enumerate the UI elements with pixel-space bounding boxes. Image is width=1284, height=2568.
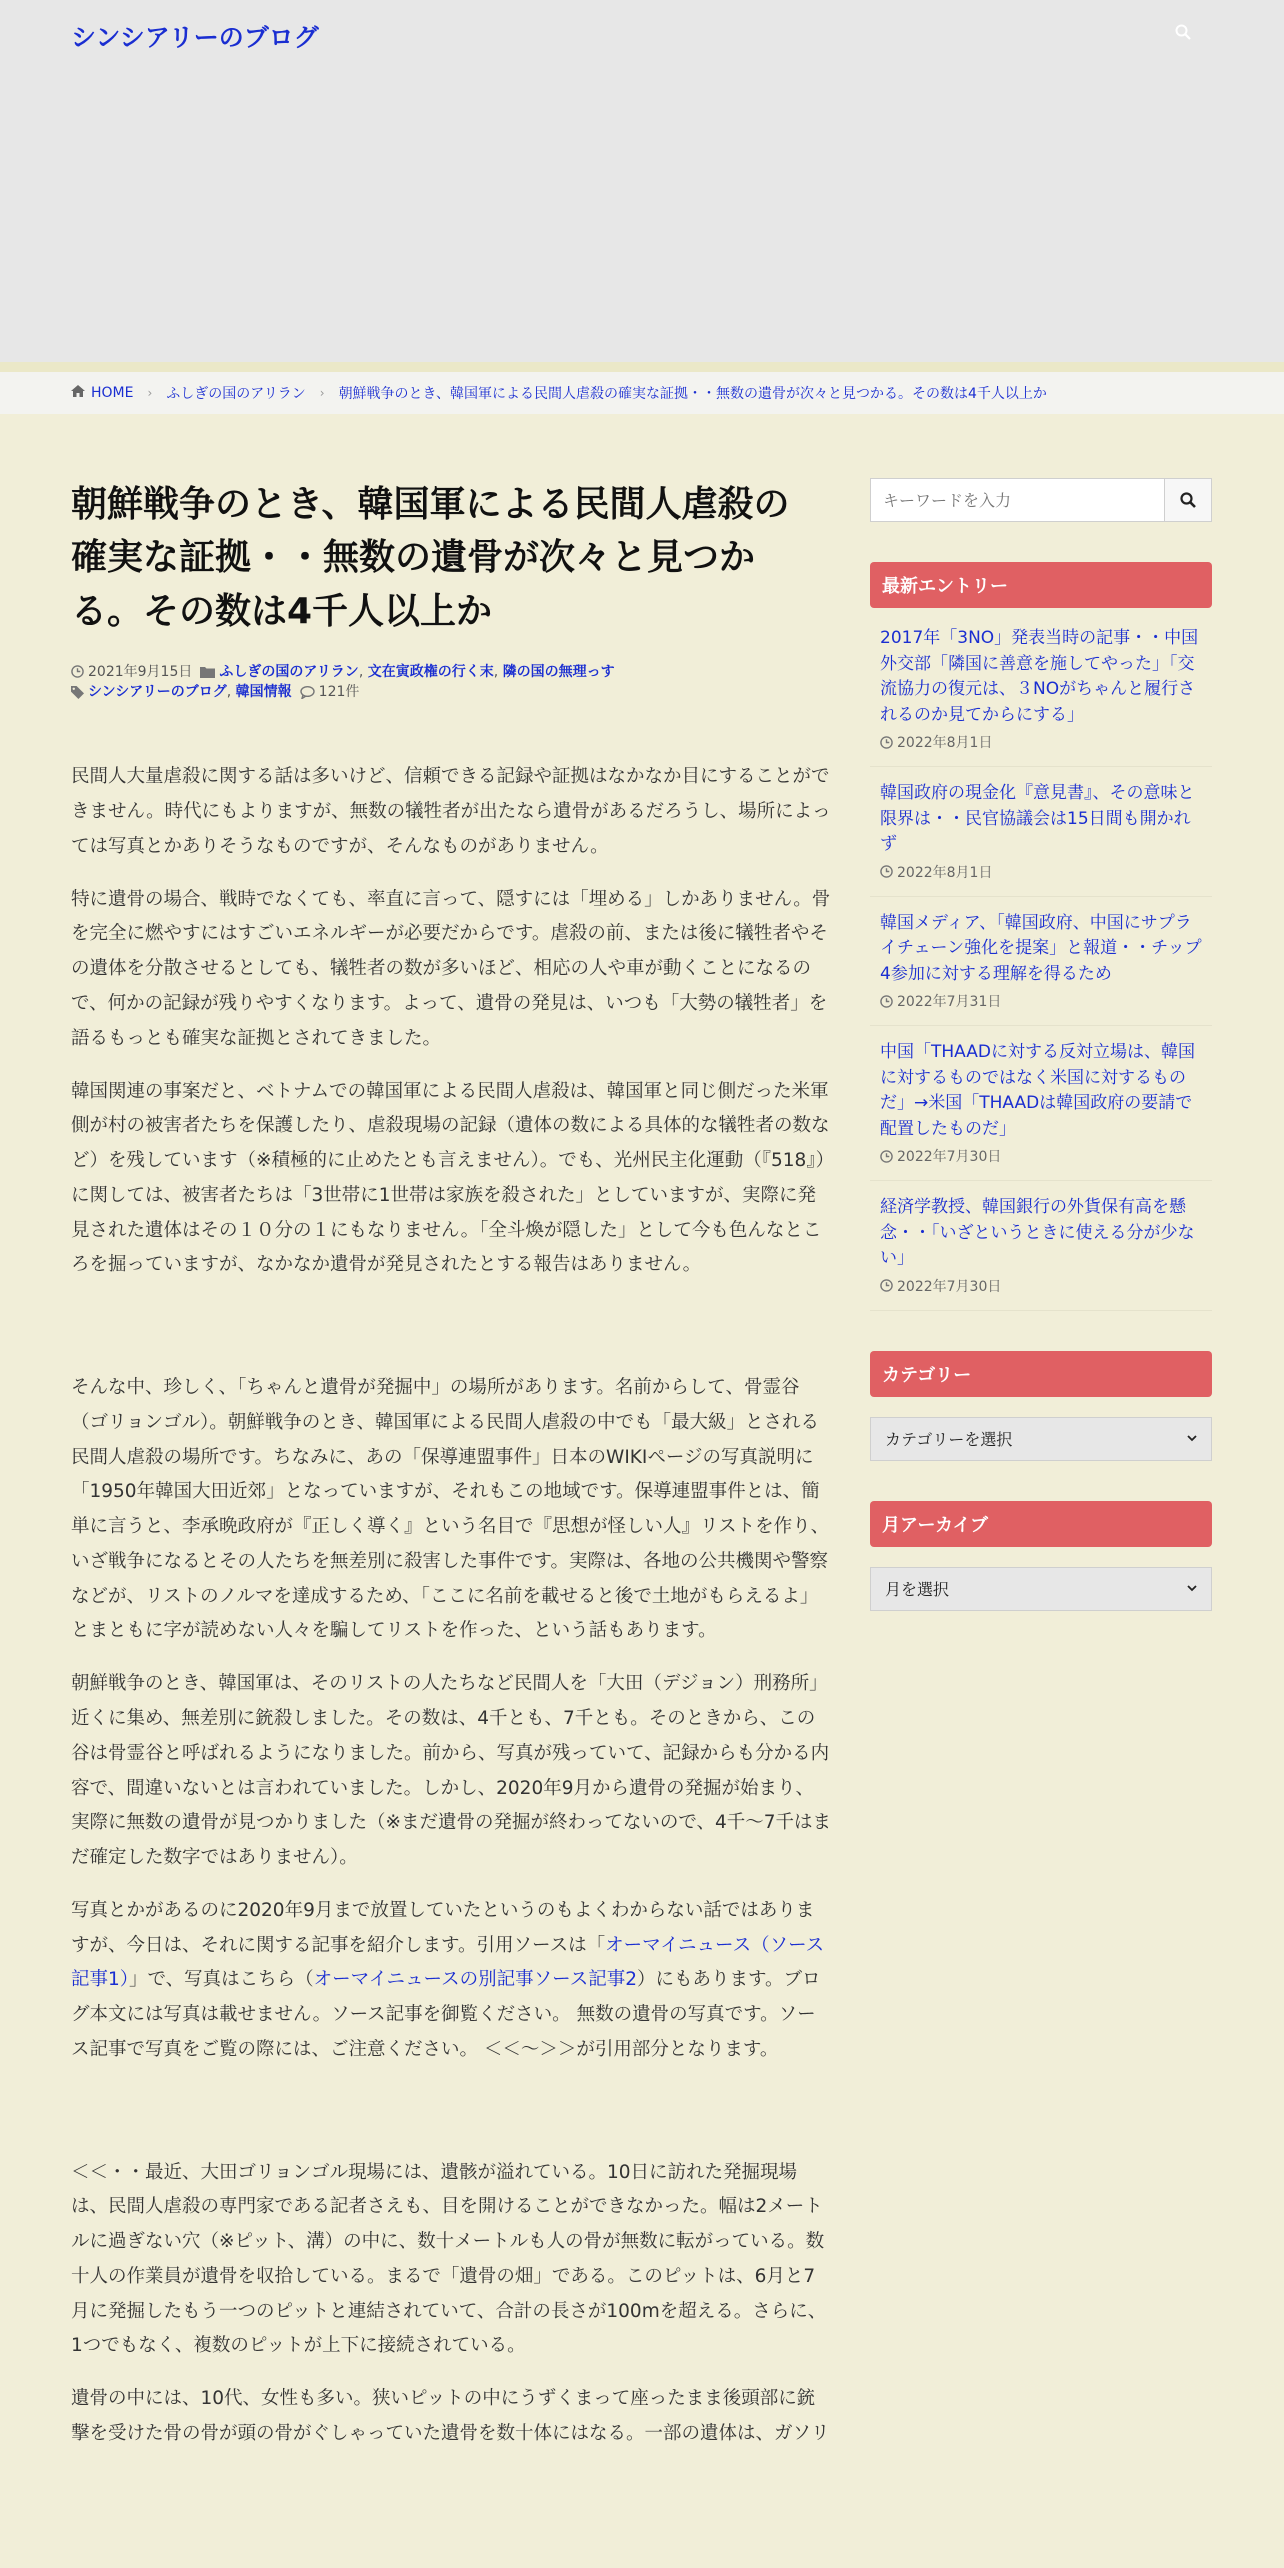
site-title-link[interactable]: シンシアリーのブログ bbox=[71, 23, 319, 52]
paragraph: 民間人大量虐殺に関する話は多いけど、信頼できる記録や証拠はなかなか目にすることができません。時代にもよりますが、無数の犠牲者が出たなら遺骨があるだろうし、場所によっては写真とかありそうなものですが、そんなものがありません。 bbox=[71, 766, 831, 857]
chevron-right-icon: › bbox=[147, 386, 153, 400]
paragraph: 韓国関連の事案だと、ベトナムでの韓国軍による民間人虐殺は、韓国軍と同じ側だった米軍側が村の被害者たちを保護したり、虐殺現場の記録（遺体の数による具体的な犠牲者の数など）を残しています（※積極的に止めたとも言えません）。でも、光州民主化運動（『518』）に関しては、被害者たちは「3世帯に1世帯は家族を殺された」としていますが、実際に発見された遺体はその１０分の１にもなりません。「全斗煥が隠した」として今も色んなところを掘っていますが、なかなか遺骨が発見されたとする報告はありません。 bbox=[71, 1080, 830, 1276]
recent-entries-list bbox=[870, 626, 1212, 1311]
chevron-down-icon bbox=[1187, 1435, 1197, 1442]
search-button[interactable] bbox=[1164, 478, 1212, 522]
entry-link[interactable]: 韓国メディア、「韓国政府、中国にサプライチェーン強化を提案」と報道・・チップ4参加に対する理解を得るため bbox=[880, 912, 1202, 984]
category-link[interactable]: ふしぎの国のアリラン bbox=[219, 663, 359, 680]
page-title: 朝鮮戦争のとき、韓国軍による民間人虐殺の確実な証拠・・無数の遺骨が次々と見つかる。その数は4千人以上か bbox=[71, 484, 790, 632]
header-divider bbox=[0, 362, 1284, 372]
category-select[interactable] bbox=[870, 1417, 1212, 1461]
list-item bbox=[870, 911, 1212, 1027]
post-date-text: 2021年9月15日 bbox=[88, 663, 193, 680]
home-icon bbox=[71, 385, 85, 401]
clock-icon bbox=[880, 1279, 893, 1292]
site-header bbox=[0, 0, 1284, 362]
category-heading: カテゴリー bbox=[870, 1351, 1212, 1397]
search-icon bbox=[1180, 492, 1196, 508]
clock-icon bbox=[880, 1150, 893, 1163]
entry-link[interactable]: 経済学教授、韓国銀行の外貨保有高を懸念・・「いざというときに使える分が少ない」 bbox=[880, 1197, 1195, 1268]
breadcrumb-home-link[interactable]: HOME bbox=[91, 385, 134, 401]
post-tags: シンシアリーのブログ , 韓国情報 bbox=[71, 682, 292, 702]
tag-link[interactable]: 韓国情報 bbox=[235, 684, 292, 701]
main-content bbox=[71, 478, 831, 2470]
quote-paragraph: 遺骨の中には、10代、女性も多い。狭いピットの中にうずくまって座ったまま後頭部に銃撃を受けた骨の骨が頭の骨がぐしゃっていた遺骨を数十体にはなる。一部の遺体は、ガソリ bbox=[71, 2388, 830, 2445]
recent-entries-heading: 最新エントリー bbox=[870, 562, 1212, 608]
source-link-1[interactable]: オーマイニュース（ソース記事1） bbox=[71, 1934, 825, 1991]
post-body bbox=[71, 760, 831, 2451]
search-icon[interactable] bbox=[1175, 24, 1197, 46]
search-input[interactable] bbox=[870, 478, 1164, 522]
archive-select-value: 月を選択 bbox=[885, 1580, 950, 1599]
entry-date-text: 2022年8月1日 bbox=[897, 864, 993, 881]
source-link-2[interactable]: オーマイニュースの別記事ソース記事2 bbox=[313, 1969, 637, 1991]
folder-icon bbox=[200, 666, 215, 678]
entry-date bbox=[880, 732, 1202, 752]
entry-link[interactable]: 2017年「3NO」発表当時の記事・・中国外交部「隣国に善意を施してやった」「交流協力の復元は、３NOがちゃんと履行されるのか見てからにする」 bbox=[880, 628, 1199, 725]
comment-icon bbox=[300, 686, 315, 699]
category-select-value: カテゴリーを選択 bbox=[885, 1430, 1013, 1449]
paragraph bbox=[71, 1894, 831, 2068]
entry-date-text: 2022年8月1日 bbox=[897, 735, 993, 751]
entry-date bbox=[880, 1146, 1202, 1166]
list-item bbox=[870, 1040, 1212, 1181]
chevron-down-icon bbox=[1187, 1585, 1197, 1592]
paragraph: 特に遺骨の場合、戦時でなくても、率直に言って、隠すには「埋める」しかありません。骨を完全に燃やすにはすごいエネルギーが必要だからです。虐殺の前、または後に犠牲者やその遺体を分散させるとしても、犠牲者の数が多いほど、相応の人や車が動くことになるので、何かの記録が残りやすくなります。よって、遺骨の発見は、いつも「大勢の犠牲者」を語るもっとも確実な証拠とされてきました。 bbox=[71, 888, 831, 1049]
archive-heading: 月アーカイブ bbox=[870, 1501, 1212, 1547]
clock-icon bbox=[880, 736, 893, 749]
paragraph: 朝鮮戦争のとき、韓国軍は、そのリストの人たちなど民間人を「大田（デジョン）刑務所」近くに集め、無差別に銃殺しました。その数は、4千とも、7千とも。そのときから、この谷は骨霊谷と呼ばれるようになりました。前から、写真が残っていて、記録からも分かる内容で、間違いないとは言われていました。しかし、2020年9月から遺骨の発掘が始まり、実際に無数の遺骨が見つかりました（※まだ遺骨の発掘が終わってないので、4千～7千はまだ確定した数字ではありません）。 bbox=[71, 1673, 831, 1869]
chevron-right-icon: › bbox=[319, 386, 325, 400]
clock-icon bbox=[880, 865, 893, 878]
quote-paragraph: ＜＜・・最近、大田ゴリョンゴル現場には、遺骸が溢れている。10日に訪れた発掘現場は、民間人虐殺の専門家である記者さえも、目を開けることができなかった。幅は2メートルに過ぎない穴（※ピット、溝）の中に、数十メートルも人の骨が無数に転がっている。数十人の作業員が遺骨を収拾している。まるで「遺骨の畑」である。このピットは、6月と7月に発掘したもう一つのピットと連結されていて、合計の長さが100mを超える。さらに、1つでもなく、複数のピットが上下に接続されている。 bbox=[71, 2161, 827, 2357]
post-comments[interactable] bbox=[300, 682, 360, 702]
breadcrumb-current[interactable]: 朝鮮戦争のとき、韓国軍による民間人虐殺の確実な証拠・・無数の遺骨が次々と見つかる。その数は4千人以上か bbox=[338, 386, 1047, 402]
entry-date-text: 2022年7月30日 bbox=[897, 1149, 1002, 1165]
entry-date bbox=[880, 991, 1202, 1011]
list-item bbox=[870, 1195, 1212, 1311]
post-date bbox=[71, 662, 192, 682]
post-meta bbox=[71, 662, 831, 703]
paragraph-text: 」で、写真はこちら（ bbox=[129, 1969, 314, 1991]
tag-link[interactable]: シンシアリーのブログ bbox=[88, 684, 227, 701]
post-categories: ふしぎの国のアリラン , 文在寅政権の行く末 , 隣の国の無理っす bbox=[200, 662, 614, 682]
breadcrumb-home[interactable] bbox=[71, 385, 133, 401]
comment-count: 121件 bbox=[318, 684, 360, 701]
clock-icon bbox=[880, 995, 893, 1008]
list-item bbox=[870, 626, 1212, 767]
tag-icon bbox=[71, 686, 84, 699]
category-link[interactable]: 文在寅政権の行く末 bbox=[367, 663, 494, 680]
entry-date bbox=[880, 1276, 1202, 1296]
archive-select[interactable] bbox=[870, 1567, 1212, 1611]
paragraph-text: 写真とかがあるのに2020年9月まで放置していたというのもよくわからない話ではありますが、今日は、それに関する記事を紹介します。引用ソースは「 bbox=[71, 1899, 815, 1956]
clock-icon bbox=[71, 665, 84, 678]
category-link[interactable]: 隣の国の無理っす bbox=[502, 663, 615, 680]
list-item bbox=[870, 781, 1212, 897]
entry-date bbox=[880, 862, 1202, 882]
paragraph: そんな中、珍しく、「ちゃんと遺骨が発掘中」の場所があります。名前からして、骨霊谷（ゴリョンゴル）。朝鮮戦争のとき、韓国軍による民間人虐殺の中でも「最大級」とされる民間人虐殺の場所です。ちなみに、あの「保導連盟事件」日本のWIKIページの写真説明に「1950年韓国大田近郊」となっていますが、それもこの地域です。保導連盟事件とは、簡単に言うと、李承晩政府が『正しく導く』という名目で『思想が怪しい人』リストを作り、いざ戦争になるとその人たちを無差別に殺害した事件です。実際は、各地の公共機関や警察などが、リストのノルマを達成するため、「ここに名前を載せると後で土地がもらえるよ」とまともに字が読めない人々を騙してリストを作った、という話もあります。 bbox=[71, 1377, 830, 1642]
entry-link[interactable]: 中国「THAADに対する反対立場は、韓国に対するものではなく米国に対するものだ」→米国「THAADは韓国政府の要請で配置したものだ」 bbox=[880, 1042, 1195, 1139]
breadcrumb-category-link[interactable]: ふしぎの国のアリラン bbox=[166, 386, 306, 402]
sidebar-search-form bbox=[870, 478, 1212, 522]
entry-link[interactable]: 韓国政府の現金化『意見書』、その意味と限界は・・民官協議会は15日間も開かれず bbox=[880, 783, 1195, 854]
entry-date-text: 2022年7月30日 bbox=[897, 1278, 1002, 1295]
sidebar bbox=[870, 478, 1212, 1611]
paragraph-text: ）にもあります。ブログ本文には写真は載せません。ソース記事を御覧ください。 無数の遺骨の写真です。ソース記事で写真をご覧の際には、ご注意ください。 ＜＜～＞＞が引用部分となります。 bbox=[71, 1969, 821, 2060]
spacer bbox=[71, 2086, 831, 2156]
spacer bbox=[71, 1301, 831, 1371]
entry-date-text: 2022年7月31日 bbox=[897, 994, 1002, 1010]
breadcrumb bbox=[0, 372, 1284, 414]
